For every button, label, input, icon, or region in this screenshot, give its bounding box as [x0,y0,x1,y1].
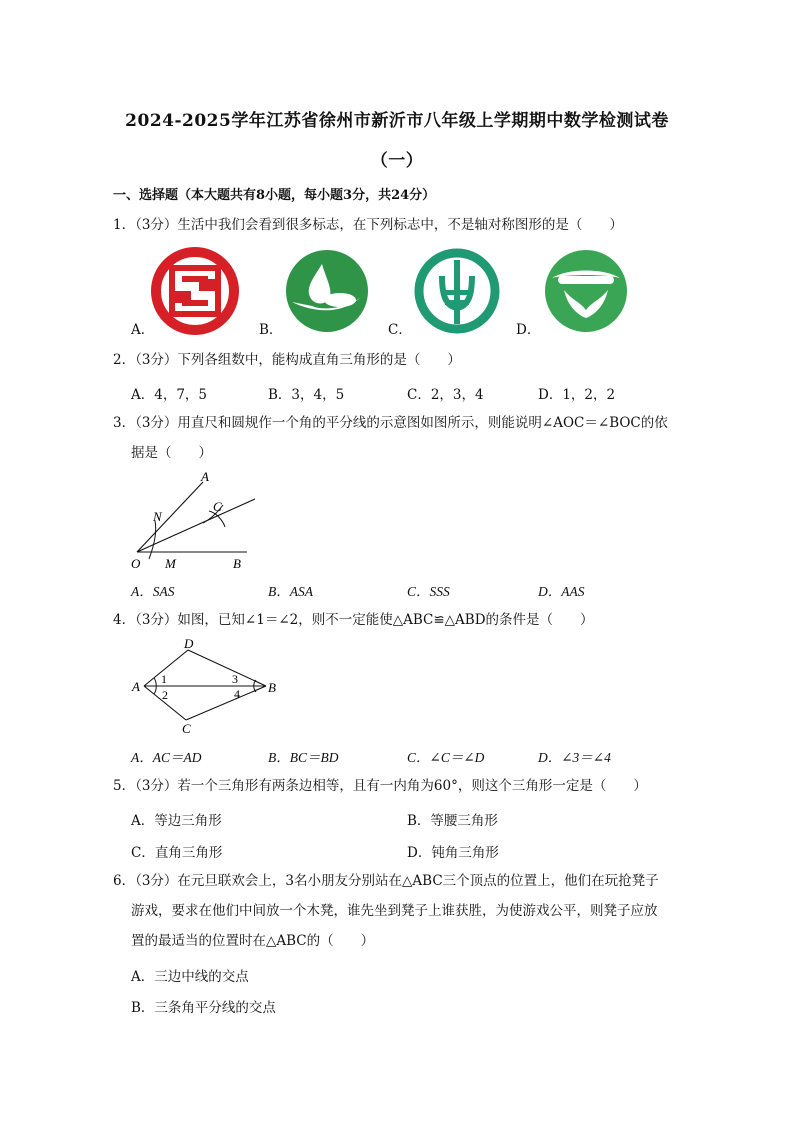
question-4-option-a[interactable]: A．AC＝AD [131,750,202,765]
question-6-option-b[interactable]: B．三条角平分线的交点 [131,1000,276,1016]
question-3-stem-line-2: 据是（ ） [131,445,212,461]
question-6-stem-line-2: 游戏，要求在他们中间放一个木凳，谁先坐到凳子上谁获胜，为使游戏公平，则凳子应放 [131,903,658,919]
question-4-option-c[interactable]: C．∠C＝∠D [407,750,485,765]
congruent-triangles-figure [128,636,288,740]
label-m: M [165,556,176,571]
icbc-logo-icon [150,246,240,336]
question-3-option-b[interactable]: B．ASA [268,584,313,599]
question-1-option-b[interactable]: B． [259,322,283,338]
label-c: C [182,721,191,736]
exam-title: 2024-2025学年江苏省徐州市新沂市八年级上学期期中数学检测试卷 [125,111,669,131]
angle-bisector-figure [125,465,265,575]
question-5-stem: 5．（3分）若一个三角形有两条边相等，且有一内角为60°，则这个三角形一定是（ ） [113,778,647,794]
section-heading: 一、选择题（本大题共有8小题，每小题3分，共24分） [113,188,436,203]
question-2-option-d[interactable]: D．1，2，2 [538,387,616,403]
question-4-option-d[interactable]: D．∠3＝∠4 [538,750,611,765]
question-5-option-b[interactable]: B．等腰三角形 [407,813,498,829]
question-3-stem-line-1: 3．（3分）用直尺和圆规作一个角的平分线的示意图如图所示，则能说明∠AOC＝∠BOC的依 [113,415,668,431]
question-1-option-a[interactable]: A． [131,322,155,338]
question-5-option-c[interactable]: C．直角三角形 [131,845,223,861]
label-b: B [268,680,276,695]
question-3-option-c[interactable]: C．SSS [407,584,450,599]
green-food-logo-icon [538,246,634,336]
question-1-option-d[interactable]: D． [516,322,541,338]
question-3-option-a[interactable]: A．SAS [131,584,175,599]
question-1-option-c[interactable]: C． [388,322,412,338]
segment-db [188,650,266,686]
question-3-option-d[interactable]: D．AAS [538,584,585,599]
angle-label-3: 3 [232,672,238,686]
label-o: O [131,556,141,571]
label-a: A [201,469,209,484]
label-n: N [153,509,162,524]
question-5-option-d[interactable]: D．钝角三角形 [407,845,499,861]
question-4-stem: 4．（3分）如图，已知∠1＝∠2，则不一定能使△ABC≌△ABD的条件是（ ） [113,612,594,628]
question-4-option-b[interactable]: B．BC＝BD [268,750,339,765]
label-b: B [233,556,241,571]
label-d: D [184,636,194,651]
question-2-stem: 2．（3分）下列各组数中，能构成直角三角形的是（ ） [113,352,461,368]
exam-title-subtitle: （一） [370,151,424,171]
label-c: C [213,499,222,514]
angle-label-4: 4 [234,687,240,701]
ray-oc [137,499,255,552]
question-2-option-a[interactable]: A．4，7，5 [131,387,208,403]
question-2-option-c[interactable]: C．2，3，4 [407,387,484,403]
segment-cb [186,686,266,720]
label-a: A [132,679,140,694]
question-6-stem-line-3: 置的最适当的位置时在△ABC的（ ） [131,933,375,949]
abc-bank-logo-icon [412,246,502,336]
question-5-option-a[interactable]: A．等边三角形 [131,813,222,829]
question-1-stem: 1．（3分）生活中我们会看到很多标志，在下列标志中，不是轴对称图形的是（ ） [113,217,623,233]
compass-arc-mn [149,521,156,559]
ray-oa [137,482,203,552]
question-2-option-b[interactable]: B．3，4，5 [268,387,345,403]
question-6-stem-line-1: 6．（3分）在元旦联欢会上，3名小朋友分别站在△ABC三个顶点的位置上，他们在玩抢凳子 [113,873,659,889]
question-6-option-a[interactable]: A．三边中线的交点 [131,969,249,985]
angle-label-2: 2 [162,688,168,702]
water-drop-logo-icon [282,246,372,336]
angle-label-1: 1 [161,672,167,686]
